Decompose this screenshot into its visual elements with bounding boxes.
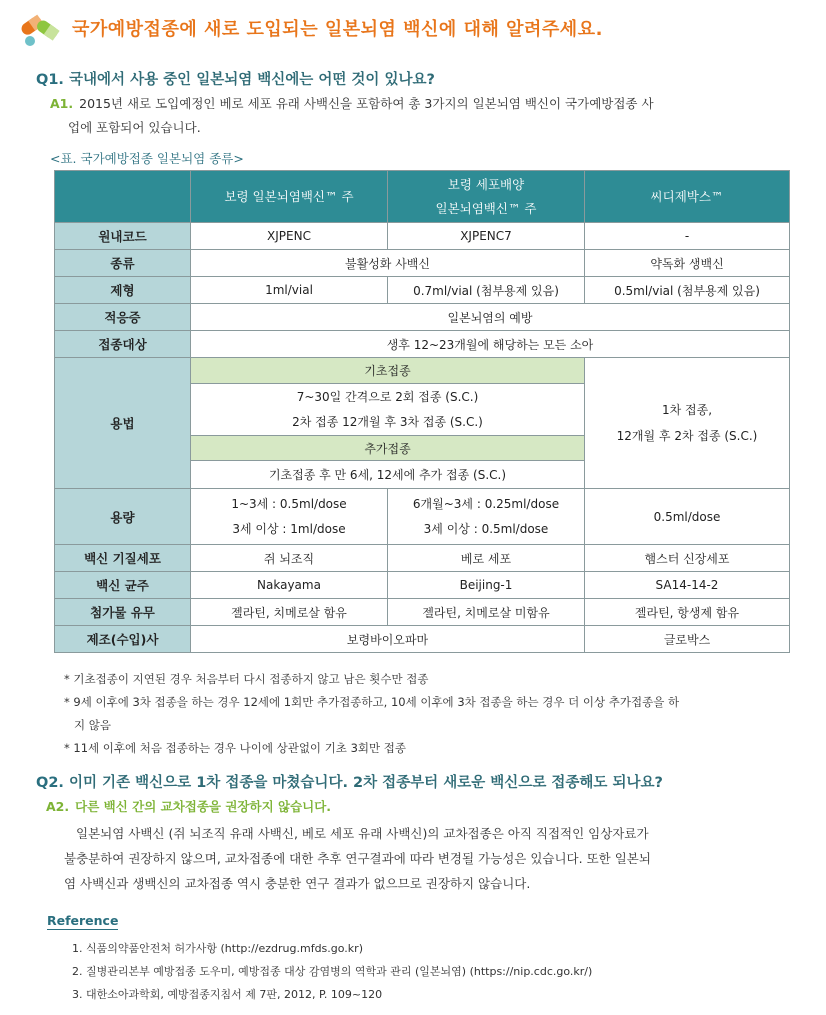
- row-header: 제형: [55, 277, 191, 304]
- cell-line: 7~30일 간격으로 2회 접종 (S.C.): [296, 389, 479, 404]
- page-header: [18, 6, 603, 50]
- note-item: * 기초접종이 지연된 경우 처음부터 다시 접종하지 않고 남은 횟수만 접종: [64, 672, 429, 686]
- table-cell: 일본뇌염의 예방: [191, 304, 790, 331]
- answer-text: 염 사백신과 생백신의 교차접종 역시 충분한 연구 결과가 없으므로 권장하지 않습니다.: [64, 876, 531, 891]
- note-item: * 9세 이후에 3차 접종을 하는 경우 12세에 1회만 추가접종하고, 10세 이후에 3차 접종을 하는 경우 더 이상 추가접종을 하: [64, 695, 680, 709]
- row-header: 용량: [55, 489, 191, 545]
- sub-header-booster: 추가접종: [191, 436, 585, 461]
- cell-line: 6개월~3세 : 0.25ml/dose: [412, 496, 560, 511]
- table-row: [55, 599, 790, 626]
- row-header: 원내코드: [55, 223, 191, 250]
- table-cell: 0.5ml/vial (첨부용제 있음): [585, 277, 790, 304]
- table-cell: SA14-14-2: [585, 572, 790, 599]
- table-cell: 기초접종 후 만 6세, 12세에 추가 접종 (S.C.): [191, 461, 585, 489]
- answer-text: 2015년 새로 도입예정인 베로 세포 유래 사백신을 포함하여 총 3가지의 일본뇌염 백신이 국가예방접종 사: [79, 96, 654, 111]
- reference-item: 2. 질병관리본부 예방접종 도우미, 예방접종 대상 감염병의 역학과 관리 (일본뇌염) (https://nip.cdc.go.kr/): [72, 965, 593, 978]
- table-row: [55, 304, 790, 331]
- row-header: 백신 기질세포: [55, 545, 191, 572]
- question-number: Q2.: [36, 775, 64, 791]
- question-number: Q1.: [36, 72, 64, 88]
- page-title: 국가예방접종에 새로 도입되는 일본뇌염 백신에 대해 알려주세요.: [72, 19, 603, 40]
- note-item: * 11세 이후에 처음 접종하는 경우 나이에 상관없이 기초 3회만 접종: [64, 741, 406, 755]
- table-cell: 글로박스: [585, 626, 790, 653]
- table-cell: -: [585, 223, 790, 250]
- column-header: [388, 171, 585, 223]
- row-header: 첨가물 유무: [55, 599, 191, 626]
- column-header: 보령 일본뇌염백신™ 주: [191, 171, 388, 223]
- question-text: 이미 기존 백신으로 1차 접종을 마쳤습니다. 2차 접종부터 새로운 백신으로 접종해도 되나요?: [69, 775, 663, 791]
- table-cell: 0.5ml/dose: [585, 489, 790, 545]
- answer-2: [46, 795, 791, 896]
- table-cell: Beijing-1: [388, 572, 585, 599]
- table-row: [55, 358, 790, 384]
- table-cell: 젤라틴, 치메로살 미함유: [388, 599, 585, 626]
- table-row: [55, 223, 790, 250]
- sub-header-basic: 기초접종: [191, 358, 585, 384]
- table-caption: <표. 국가예방접종 일본뇌염 종류>: [50, 151, 244, 166]
- table-cell: 불활성화 사백신: [191, 250, 585, 277]
- answer-number: A1.: [50, 96, 74, 111]
- reference-list: [72, 937, 592, 1006]
- capsule-pills-icon: [18, 8, 62, 48]
- table-cell: 햄스터 신장세포: [585, 545, 790, 572]
- question-1: [36, 68, 435, 89]
- table-cell: 약독화 생백신: [585, 250, 790, 277]
- table-cell: [191, 384, 585, 436]
- reference-title: Reference: [47, 913, 119, 928]
- answer-number: A2.: [46, 799, 70, 814]
- table-row: [55, 545, 790, 572]
- table-cell: [585, 358, 790, 489]
- column-header: 씨디제박스™: [585, 171, 790, 223]
- row-header: 접종대상: [55, 331, 191, 358]
- table-cell: 1ml/vial: [191, 277, 388, 304]
- cell-line: 1~3세 : 0.5ml/dose: [231, 496, 347, 511]
- table-cell: 0.7ml/vial (첨부용제 있음): [388, 277, 585, 304]
- column-header-line: 보령 세포배양: [447, 176, 525, 192]
- table-cell: 생후 12~23개월에 해당하는 모든 소아: [191, 331, 790, 358]
- table-cell: [388, 489, 585, 545]
- table-cell: 보령바이오파마: [191, 626, 585, 653]
- question-2: [36, 771, 663, 792]
- vaccine-table: [54, 170, 790, 653]
- row-header: 백신 균주: [55, 572, 191, 599]
- answer-text: 불충분하여 권장하지 않으며, 교차접종에 대한 추후 연구결과에 따라 변경될 가능성은 있습니다. 또한 일본뇌: [64, 851, 651, 866]
- row-header: 용법: [55, 358, 191, 489]
- cell-line: 12개월 후 2차 접종 (S.C.): [616, 429, 758, 443]
- row-header: 적응증: [55, 304, 191, 331]
- table-cell: 베로 세포: [388, 545, 585, 572]
- cell-line: 2차 접종 12개월 후 3차 접종 (S.C.): [292, 414, 483, 429]
- reference-item: 3. 대한소아과학회, 예방접종지침서 제 7판, 2012, P. 109~120: [72, 988, 383, 1001]
- table-row: [55, 572, 790, 599]
- table-cell: [191, 489, 388, 545]
- column-header-line: 일본뇌염백신™ 주: [435, 200, 537, 216]
- answer-1: [50, 92, 795, 140]
- table-cell: Nakayama: [191, 572, 388, 599]
- table-cell: XJPENC7: [388, 223, 585, 250]
- table-cell: 젤라틴, 항생제 함유: [585, 599, 790, 626]
- table-row: [55, 331, 790, 358]
- cell-line: 1차 접종,: [661, 403, 713, 417]
- cell-line: 3세 이상 : 0.5ml/dose: [423, 521, 549, 536]
- note-item: 지 않음: [74, 718, 111, 732]
- row-header: 제조(수입)사: [55, 626, 191, 653]
- answer-headline: 다른 백신 간의 교차접종을 권장하지 않습니다.: [75, 799, 332, 814]
- reference-item: 1. 식품의약품안전처 허가사항 (http://ezdrug.mfds.go.kr): [72, 942, 363, 955]
- row-header: 종류: [55, 250, 191, 277]
- table-cell: XJPENC: [191, 223, 388, 250]
- table-row: [55, 626, 790, 653]
- table-cell: 쥐 뇌조직: [191, 545, 388, 572]
- question-text: 국내에서 사용 중인 일본뇌염 백신에는 어떤 것이 있나요?: [69, 72, 435, 88]
- table-row: [55, 489, 790, 545]
- table-row: [55, 250, 790, 277]
- table-corner: [55, 171, 191, 223]
- table-cell: 젤라틴, 치메로살 함유: [191, 599, 388, 626]
- table-row: [55, 277, 790, 304]
- answer-text: 업에 포함되어 있습니다.: [68, 120, 201, 135]
- answer-text: 일본뇌염 사백신 (쥐 뇌조직 유래 사백신, 베로 세포 유래 사백신)의 교차접종은 아직 직접적인 임상자료가: [76, 826, 649, 841]
- cell-line: 3세 이상 : 1ml/dose: [232, 521, 346, 536]
- table-notes: [64, 668, 809, 760]
